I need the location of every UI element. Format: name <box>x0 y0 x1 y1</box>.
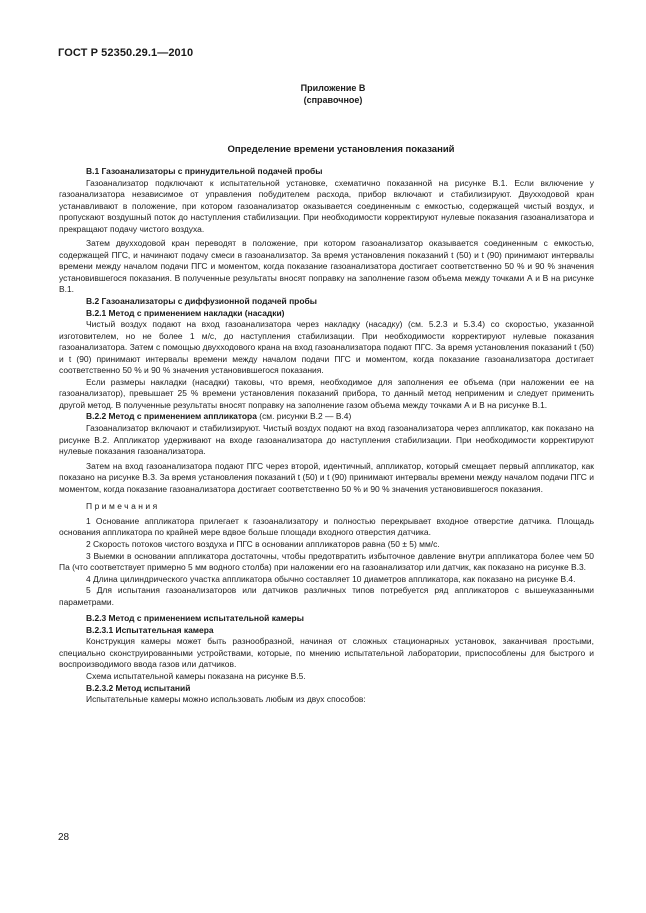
section-heading-b22 <box>86 411 594 423</box>
page-number: 28 <box>58 832 70 843</box>
section-heading-b2: В.2 Газоанализаторы с диффузионной подачей пробы <box>86 296 317 307</box>
paragraph: Газоанализатор включают и стабилизируют. Чистый воздух подают на вход газоанализатора через аппликатор, как показано на рисунке В.2. Аппликатор удерживают на входе газоанализатора до наступления стабилизации. При необходимости корректируют нулевые показания газоанализатора. <box>59 423 594 457</box>
paragraph: Испытательные камеры можно использовать любым из двух способов: <box>86 694 366 705</box>
paragraph: Газоанализатор подключают к испытательной установке, схематично показанной на рисунке В.1. Если включение у газоанализатора независимое от управления побудителем расхода, прибор включают и стабилизируют. Двухходовой кран устанавливают в положение, при котором газоанализатор оказывается соединенным с емкостью, содержащей чистый воздух, и пропускают воздушный поток до наступления стабилизации. При необходимости корректируют нулевые показания газоанализатора и прекращают подачу чистого воздуха. <box>59 177 594 234</box>
appendix-block <box>0 82 646 106</box>
section-heading-b232: В.2.3.2 Метод испытаний <box>86 682 191 693</box>
note-item: 3 Выемки в основании аппликатора достаточны, чтобы предотвратить избыточное давление внутри аппликатора более чем 50 Па (что соответствует примерно 5 мм водного столба) при наложении его на газоанализатор или датчик, как показано на рисунке В.3. <box>59 550 594 573</box>
paragraph: Чистый воздух подают на вход газоанализатора через накладку (насадку) (см. 5.2.3 и 5.3.4) со скоростью, указанной изготовителем, но не более 1 м/с, до наступления стабилизации. При необходимости корректируют нулевые показания газоанализатора. Затем с помощью двухходового крана на вход газоанализатора подают ПГС. За время установления показаний t (50) и t (90) принимают интервалы времени между началом подачи ПГС и моментом, когда показание газоанализатора достигает соответственно 50 % и 90 % значения установившегося показания. <box>59 319 594 376</box>
note-item: 1 Основание аппликатора прилегает к газоанализатору и полностью перекрывает входное отверстие датчика. Площадь основания аппликатора по крайней мере вдвое больше площади входного отверстия датчика. <box>59 515 594 538</box>
heading-figure-ref: (см. рисунки В.2 — В.4) <box>259 411 352 422</box>
paragraph: Затем на вход газоанализатора подают ПГС через второй, идентичный, аппликатор, который смещает первый аппликатор, как показано на рисунке В.3. За время установления показаний t (50) и t (90) принимают интервалы времени между началом подачи ПГС и моментом, когда показание газоанализатора достигает соответственно 50 % и 90 % значения установившегося показания. <box>59 460 594 494</box>
document-header: ГОСТ Р 52350.29.1—2010 <box>58 47 194 59</box>
paragraph: Затем двухходовой кран переводят в положение, при котором газоанализатор оказывается соединенным с емкостью, содержащей ПГС, и начинают подачу смеси в газоанализатор. За время установления показаний t (50) и t (90) принимают интервалы времени между началом подачи ПГС и моментом, когда показание газоанализатора достигает соответственно 50 % и 90 % значения установившегося показания. В полученные результаты вносят поправку на заполнение газом объема между точками А и В на рисунке В.1. <box>59 238 594 295</box>
paragraph: Конструкция камеры может быть разнообразной, начиная от сложных стационарных установок, заканчивая простыми, специально сконструированными устройствами, которые, по мнению испытательной лаборатории, приспособлены для быстрого и воспроизводимого ввода газов или датчиков. <box>59 636 594 670</box>
section-heading-b231: В.2.3.1 Испытательная камера <box>86 624 214 635</box>
notes-label: Примечания <box>86 501 160 512</box>
note-item: 5 Для испытания газоанализаторов или датчиков различных типов потребуется ряд аппликаторов с вышеуказанными параметрами. <box>59 585 594 607</box>
heading-text: В.2.2 Метод с применением аппликатора <box>86 411 257 422</box>
section-heading-b23: В.2.3 Метод с применением испытательной камеры <box>86 613 304 624</box>
section-heading-b21: В.2.1 Метод с применением накладки (насадки) <box>86 307 285 318</box>
section-heading-b1: В.1 Газоанализаторы с принудительной подачей пробы <box>86 166 323 176</box>
page-title: Определение времени установления показаний <box>227 144 455 155</box>
note-item: 2 Скорость потоков чистого воздуха и ПГС в основании аппликаторов равна (50 ± 5) мм/с. <box>86 538 440 549</box>
note-item: 4 Длина цилиндрического участка аппликатора обычно составляет 10 диаметров аппликатора, как показано на рисунке В.4. <box>86 573 576 584</box>
paragraph: Схема испытательной камеры показана на рисунке В.5. <box>86 670 306 681</box>
paragraph: Если размеры накладки (насадки) таковы, что время, необходимое для заполнения ее объема (при наложении ее на газоанализатор), превышает 25 % времени установления показаний прибора, то данный метод неприменим и следует применить другой метод. В полученные результаты вносят поправку на заполнение газом объема между точками А и В на рисунке В.1. <box>59 376 594 410</box>
appendix-note: (справочное) <box>303 95 363 105</box>
document-body <box>59 166 594 706</box>
appendix-label: Приложение В <box>300 83 366 93</box>
